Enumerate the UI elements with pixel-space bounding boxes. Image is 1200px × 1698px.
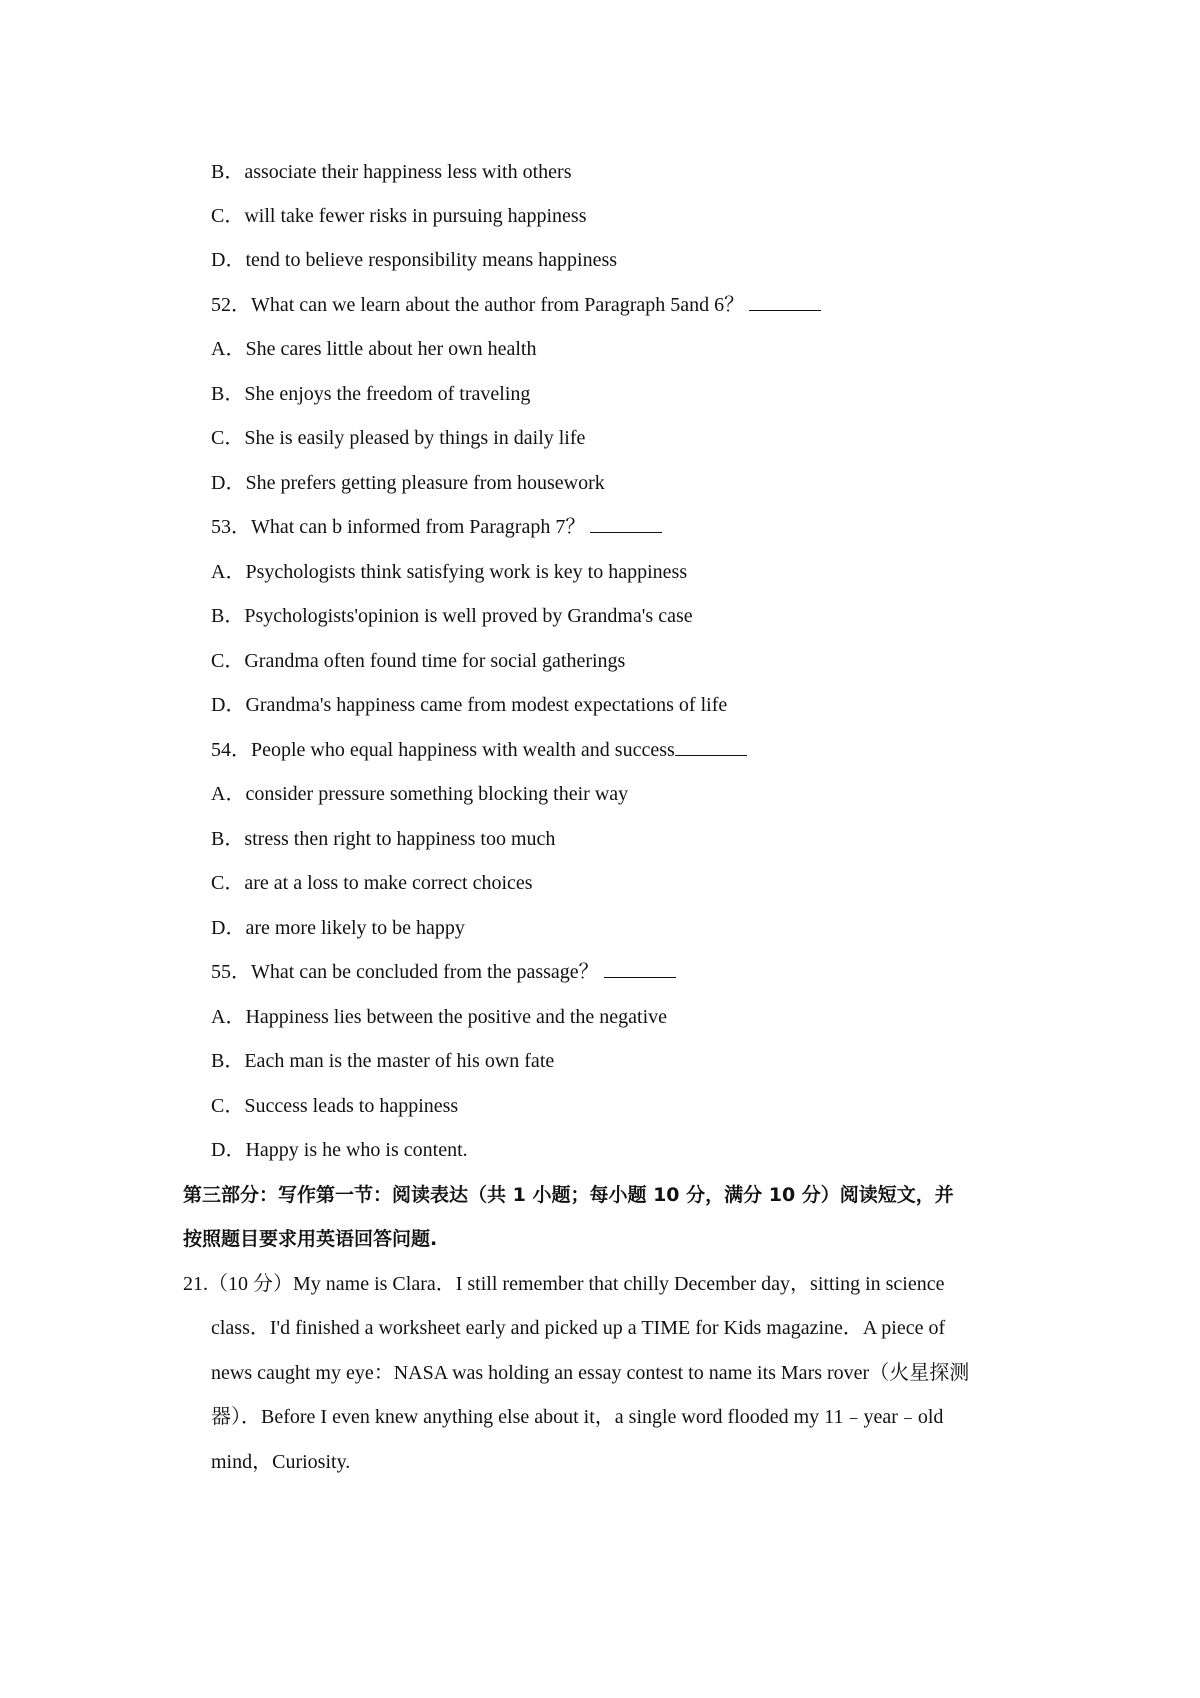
passage-line-2: class．I'd finished a worksheet early and picked up a TIME for Kids magazine．A piece of	[211, 1317, 946, 1339]
option-b-51: B．associate their happiness less with others	[211, 161, 572, 183]
passage-line-5: mind，Curiosity.	[211, 1451, 351, 1473]
option-d-52: D．She prefers getting pleasure from housework	[211, 472, 605, 494]
option-d-53: D．Grandma's happiness came from modest expectations of life	[211, 694, 728, 716]
question-54: 54．People who equal happiness with wealth and success	[211, 736, 747, 764]
option-a-52: A．She cares little about her own health	[211, 338, 537, 360]
option-a-54: A．consider pressure something blocking their way	[211, 783, 629, 805]
option-a-55: A．Happiness lies between the positive and the negative	[211, 1006, 667, 1028]
option-b-55: B．Each man is the master of his own fate	[211, 1050, 555, 1072]
passage-line-3: news caught my eye：NASA was holding an essay contest to name its Mars rover（火星探测	[211, 1362, 970, 1384]
option-c-52: C．She is easily pleased by things in daily life	[211, 427, 586, 449]
option-b-54: B．stress then right to happiness too much	[211, 828, 556, 850]
section-heading-line-2: 按照题目要求用英语回答问题.	[183, 1228, 438, 1250]
option-d-51: D．tend to believe responsibility means happiness	[211, 249, 618, 271]
answer-blank	[590, 514, 662, 533]
passage-line-4: 器）．Before I even knew anything else about it，a single word flooded my 11﹣year﹣old	[211, 1406, 944, 1428]
option-a-53: A．Psychologists think satisfying work is key to happiness	[211, 561, 688, 583]
answer-blank	[749, 292, 821, 311]
option-b-52: B．She enjoys the freedom of traveling	[211, 383, 531, 405]
option-c-55: C．Success leads to happiness	[211, 1095, 459, 1117]
option-c-53: C．Grandma often found time for social gatherings	[211, 650, 626, 672]
option-b-53: B．Psychologists'opinion is well proved by Grandma's case	[211, 605, 693, 627]
passage-line-1: 21.（10 分）My name is Clara．I still remember that chilly December day，sitting in science	[183, 1273, 945, 1295]
option-c-54: C．are at a loss to make correct choices	[211, 872, 533, 894]
option-d-55: D．Happy is he who is content.	[211, 1139, 468, 1161]
option-d-54: D．are more likely to be happy	[211, 917, 465, 939]
answer-blank	[604, 959, 676, 978]
answer-blank	[675, 737, 747, 756]
section-heading-line-1: 第三部分：写作第一节：阅读表达（共 1 小题；每小题 10 分，满分 10 分）阅读短文，并	[183, 1184, 954, 1206]
question-53: 53．What can b informed from Paragraph 7？	[211, 513, 662, 541]
question-55: 55．What can be concluded from the passage？	[211, 958, 676, 986]
option-c-51: C．will take fewer risks in pursuing happiness	[211, 205, 587, 227]
question-52: 52．What can we learn about the author from Paragraph 5and 6？	[211, 291, 821, 319]
